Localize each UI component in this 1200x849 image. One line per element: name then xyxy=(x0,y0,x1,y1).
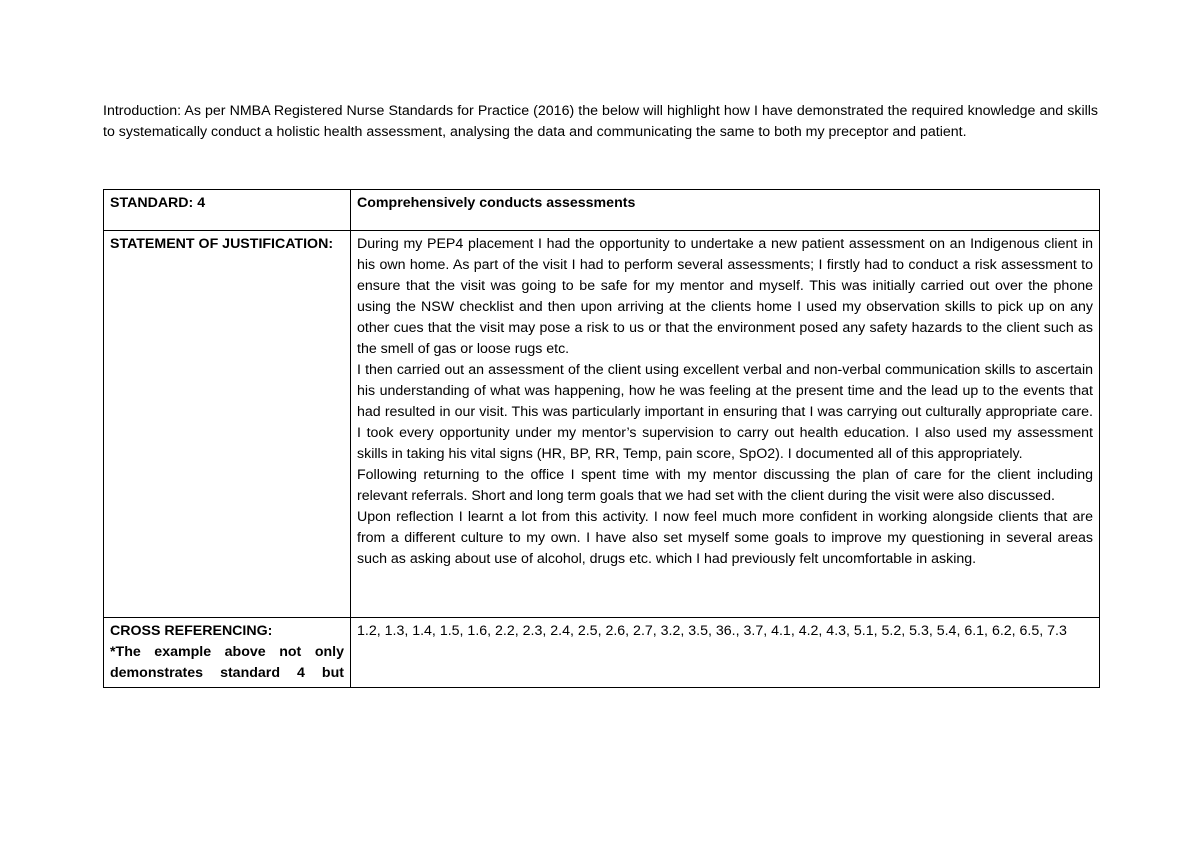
cross-referencing-label: CROSS REFERENCING: xyxy=(110,623,273,639)
justification-paragraph: I then carried out an assessment of the client using excellent verbal and non-verbal communication skills to ascertain his understanding of what was happening, how he was feeling at the present time and the lead up to the events that had resulted in our visit. This was particularly important in ensuring that I was carrying out culturally appropriate care. I took every opportunity under my mentor’s supervision to carry out health education. I also used my assessment skills in taking his vital signs (HR, BP, RR, Temp, pain score, SpO2). I documented all of this appropriately. xyxy=(357,362,1093,462)
justification-row xyxy=(104,231,1100,618)
standard-value: Comprehensively conducts assessments xyxy=(351,190,1100,231)
justification-paragraph: Upon reflection I learnt a lot from this activity. I now feel much more confident in working alongside clients that are from a different culture to my own. I have also set myself some goals to improve my questioning in several areas such as asking about use of alcohol, drugs etc. which I had previously felt uncomfortable in asking. xyxy=(357,509,1093,567)
standard-row xyxy=(104,190,1100,231)
justification-text xyxy=(351,231,1100,618)
justification-paragraph: During my PEP4 placement I had the opportunity to undertake a new patient assessment on an Indigenous client in his own home. As part of the visit I had to perform several assessments; I firstly had to conduct a risk assessment to ensure that the visit was going to be safe for my mentor and myself. This was initially carried out over the phone using the NSW checklist and then upon arriving at the clients home I used my observation skills to pick up on any other cues that the visit may pose a risk to us or that the environment posed any safety hazards to the client such as the smell of gas or loose rugs etc. xyxy=(357,236,1093,357)
justification-paragraph: Following returning to the office I spent time with my mentor discussing the plan of care for the client including relevant referrals. Short and long term goals that we had set with the client during the visit were also discussed. xyxy=(357,467,1093,504)
introduction-paragraph: Introduction: As per NMBA Registered Nurse Standards for Practice (2016) the below will highlight how I have demonstrated the required knowledge and skills to systematically conduct a holistic health assessment, analysing the data and communicating the same to both my preceptor and patient. xyxy=(103,103,1098,140)
standard-table xyxy=(103,189,1100,688)
standard-label: STANDARD: 4 xyxy=(104,190,351,231)
cross-referencing-value: 1.2, 1.3, 1.4, 1.5, 1.6, 2.2, 2.3, 2.4, 2.5, 2.6, 2.7, 3.2, 3.5, 36., 3.7, 4.1, 4.2, 4.3, 5.1, 5.2, 5.3, 5.4, 6.1, 6.2, 6.5, 7.3 xyxy=(351,618,1100,688)
justification-label: STATEMENT OF JUSTIFICATION: xyxy=(104,231,351,618)
cross-referencing-note: *The example above not only demonstrates standard 4 but xyxy=(110,644,344,681)
cross-referencing-label-cell xyxy=(104,618,351,688)
cross-referencing-row xyxy=(104,618,1100,688)
